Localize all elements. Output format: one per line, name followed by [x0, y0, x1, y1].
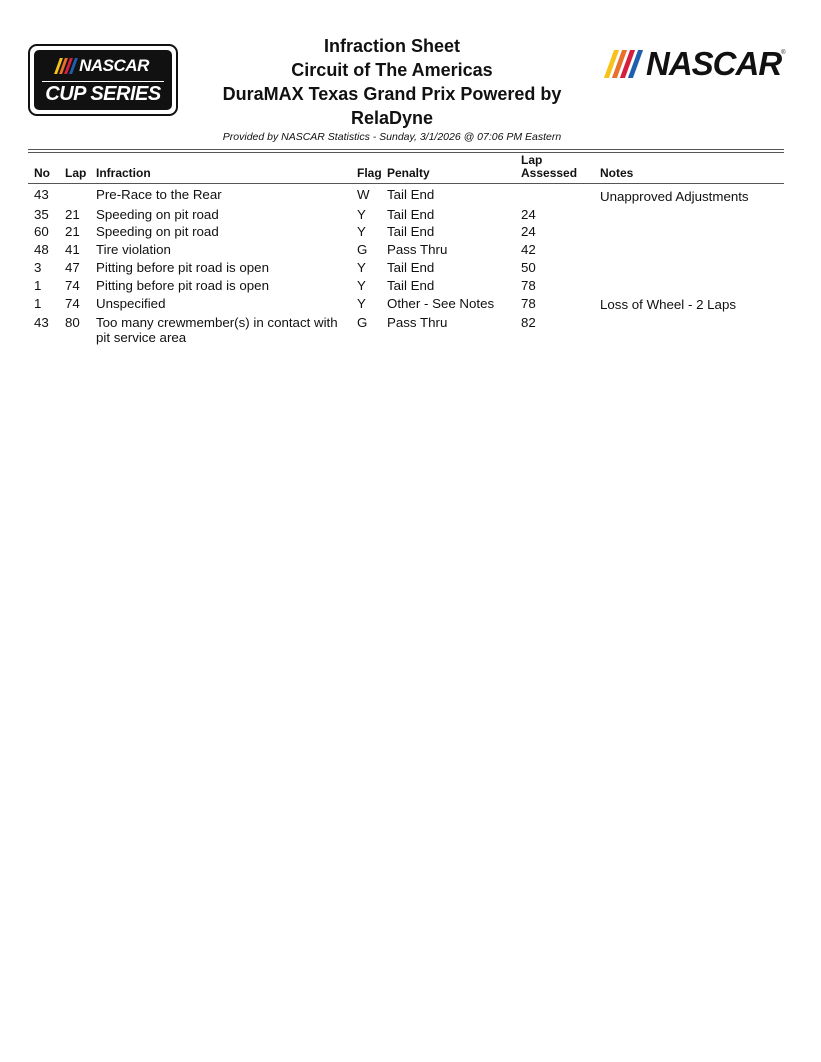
row-car-number: 48 [34, 242, 49, 257]
column-header-rule [28, 183, 784, 184]
row-flag: G [357, 242, 368, 257]
row-lap-assessed: 42 [521, 242, 536, 257]
row-flag: Y [357, 224, 366, 239]
title-line: RelaDyne [350, 108, 434, 128]
row-notes: Loss of Wheel - 2 Laps [600, 297, 736, 312]
row-flag: Y [357, 296, 366, 311]
logo-stripes [604, 50, 643, 78]
title-line: Circuit of The Americas [291, 60, 493, 80]
row-flag: G [357, 315, 368, 330]
row-car-number: 1 [34, 278, 42, 293]
row-infraction: Pitting before pit road is open [96, 260, 269, 275]
cup-logo-nascar-word: NASCAR [79, 56, 149, 75]
row-lap-assessed: 82 [521, 315, 536, 330]
row-infraction: Speeding on pit road [96, 207, 219, 222]
column-header-notes: Notes [600, 166, 634, 180]
logo-stripes [54, 58, 78, 74]
row-penalty: Pass Thru [387, 315, 448, 330]
row-flag: Y [357, 278, 366, 293]
row-lap: 21 [65, 224, 80, 239]
row-lap: 80 [65, 315, 80, 330]
row-penalty: Tail End [387, 187, 435, 202]
column-header-infraction: Infraction [96, 166, 151, 180]
title-line: Infraction Sheet [323, 36, 461, 56]
column-header-lap: Lap [65, 166, 87, 180]
row-car-number: 43 [34, 315, 49, 330]
row-penalty: Tail End [387, 278, 435, 293]
row-lap-assessed: 50 [521, 260, 536, 275]
column-header-flag: Flag [357, 166, 382, 180]
column-header-penalty: Penalty [387, 166, 430, 180]
cup-logo-series-word: CUP SERIES [45, 83, 161, 105]
provided-by-line: Provided by NASCAR Statistics - Sunday, 3/1/2026 @ 07:06 PM Eastern [222, 131, 562, 143]
trademark-mark: ® [781, 50, 786, 56]
row-infraction: Speeding on pit road [96, 224, 219, 239]
row-flag: W [357, 187, 370, 202]
row-lap: 21 [65, 207, 80, 222]
page-title [200, 34, 584, 130]
row-car-number: 60 [34, 224, 49, 239]
row-car-number: 35 [34, 207, 49, 222]
row-infraction: Unspecified [96, 296, 166, 311]
row-lap: 74 [65, 296, 80, 311]
row-penalty: Tail End [387, 207, 435, 222]
row-lap-assessed: 24 [521, 224, 536, 239]
row-penalty: Tail End [387, 260, 435, 275]
column-header-lap-assessed-line2: Assessed [521, 166, 578, 180]
row-penalty: Tail End [387, 224, 435, 239]
header-rule [28, 152, 784, 153]
row-lap: 41 [65, 242, 80, 257]
row-car-number: 43 [34, 187, 49, 202]
row-car-number: 1 [34, 296, 42, 311]
row-lap-assessed: 78 [521, 278, 536, 293]
row-lap-assessed: 78 [521, 296, 536, 311]
row-car-number: 3 [34, 260, 42, 275]
row-notes: Unapproved Adjustments [600, 189, 749, 204]
row-infraction: Pre-Race to the Rear [96, 187, 222, 202]
column-header-no: No [34, 166, 50, 180]
cup-series-logo [28, 44, 178, 116]
row-flag: Y [357, 207, 366, 222]
title-line: DuraMAX Texas Grand Prix Powered by [222, 84, 562, 104]
row-penalty: Pass Thru [387, 242, 448, 257]
row-penalty: Other - See Notes [387, 296, 495, 311]
column-header-lap-assessed [521, 154, 577, 180]
header-rule [28, 149, 784, 150]
row-lap: 47 [65, 260, 80, 275]
row-lap-assessed: 24 [521, 207, 536, 222]
row-flag: Y [357, 260, 366, 275]
nascar-logo [605, 46, 785, 82]
row-infraction: Pitting before pit road is open [96, 278, 269, 293]
row-infraction: Tire violation [96, 242, 171, 257]
column-header-lap-assessed-line1: Lap [521, 153, 543, 167]
nascar-logo-word: NASCAR [646, 45, 782, 82]
row-lap: 74 [65, 278, 80, 293]
row-infraction: Too many crewmember(s) in contact with pit service area [96, 315, 338, 345]
